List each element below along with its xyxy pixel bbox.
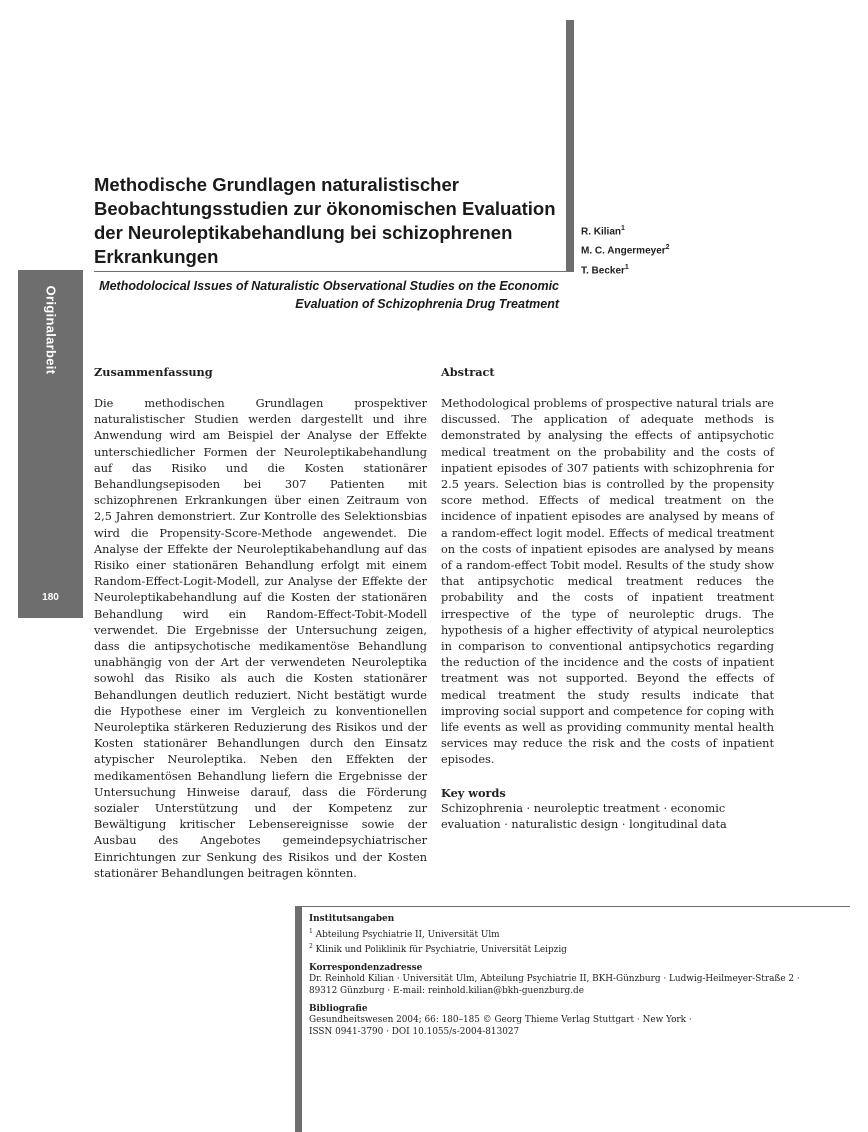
bibliografie-line: ISSN 0941-3790 · DOI 10.1055/s-2004-813027 xyxy=(309,1026,520,1037)
institut-block xyxy=(309,914,829,957)
title-underline xyxy=(94,271,574,272)
abstract-heading: Abstract xyxy=(441,365,495,379)
korrespondenz-block xyxy=(309,963,829,998)
keywords-text: Schizophrenia · neuroleptic treatment · economic evaluation · naturalistic design · longitudinal data xyxy=(441,801,727,832)
institut-line: $^2$ Klinik und Poliklinik für Psychiatrie, Universität Leipzig xyxy=(309,943,567,956)
korrespondenz-line: Dr. Reinhold Kilian · Universität Ulm, Abteilung Psychiatrie II, BKH-Günzburg · Ludwig-Heilmeyer-Straße 2 · xyxy=(309,974,800,985)
zusammenfassung-text: Die methodischen Grundlagen prospektiver naturalistischer Studien werden dargestellt und ihre Anwendung wird am Beispiel der Analyse der Effekte unterschiedlicher Formen der Neuroleptikabehandlung auf das Risiko und die Kosten stationärer Behandlungsepisoden bei 307 Patienten mit schizophrenen Erkrankungen über einen Zeitraum von 2,5 Jahren demonstriert. Zur Kontrolle des Selektionsbias wird die Propensity-Score-Methode angewendet. Die Analyse der Effekte der Neuroleptikabehandlung auf das Risiko einer stationären Behandlung erfolgt mit einem Random-Effect-Logit-Modell, zur Analyse der Effekte der Neuroleptikabehandlung auf die Kosten der stationären Behandlung wird ein Random-Effect-Tobit-Modell verwendet. Die Ergebnisse der Untersuchung zeigen, dass die antipsychotische medikamentöse Behandlung unabhängig von der Art der verwendeten Neuroleptika sowohl das Risiko als auch die Kosten stationärer Behandlungen deutlich reduziert. Nicht bestätigt wurde die Hypothese einer im Vergleich zu konventionellen Neuroleptika stärkeren Reduzierung des Risikos und der Kosten stationärer Behandlungen durch den Einsatz atypischer Neuroleptika. Neben den Effekten der medikamentösen Behandlung liefern die Ergebnisse der Untersuchung Hinweise darauf, dass die Förderung sozialer Unterstützung und der Kompetenz zur Bewältigung kritischer Lebensereignisse sowie der Ausbau des Angebotes gemeindepsychiatrischer Einrichtungen zur Senkung des Risikos und der Kosten stationärer Behandlungen beitragen könnten. xyxy=(94,397,427,880)
author-list xyxy=(581,221,670,279)
english-title: Methodolocical Issues of Naturalistic Observational Studies on the Economic Evaluation of Schizophrenia Drug Treatment xyxy=(99,279,559,311)
institut-heading: Institutsangaben xyxy=(309,914,395,924)
author: M. C. Angermeyer$^2$ xyxy=(581,244,670,257)
bibliografie-line: Gesundheitswesen 2004; 66: 180–185 © Georg Thieme Verlag Stuttgart · New York · xyxy=(309,1015,692,1026)
article-title: Methodische Grundlagen naturalistischer Beobachtungsstudien zur ökonomischen Evaluation der Neuroleptikabehandlung bei schizophrenen Erkrankungen xyxy=(94,174,556,267)
zusammenfassung-section xyxy=(94,364,427,882)
author: R. Kilian$^1$ xyxy=(581,225,625,238)
bibliografie-block xyxy=(309,1004,829,1039)
institut-line: $^1$ Abteilung Psychiatrie II, Universität Ulm xyxy=(309,927,500,940)
korrespondenz-line: 89312 Günzburg · E-mail: reinhold.kilian@bkh-guenzburg.de xyxy=(309,985,584,996)
title-side-bar xyxy=(566,20,574,271)
abstract-section xyxy=(441,364,774,833)
page-number: 180 xyxy=(42,592,59,603)
bibliografie-heading: Bibliografie xyxy=(309,1003,368,1014)
zusammenfassung-heading: Zusammenfassung xyxy=(94,365,213,379)
korrespondenz-heading: Korrespondenzadresse xyxy=(309,962,423,973)
info-box xyxy=(309,914,829,1044)
abstract-text: Methodological problems of prospective natural trials are discussed. The application of adequate methods is demonstrated by analysing the effects of antipsychotic medical treatment on the probability and the costs of inpatient episodes of 307 patients with schizophrenia for 2.5 years. Selection bias is controlled by the propensity score method. Effects of medical treatment on the incidence of inpatient episodes are analysed by means of a random-effect logit model. Effects of medical treatment on the costs of inpatient episodes are analysed by means of a random-effect Tobit model. Results of the study show that antipsychotic medical treatment reduces the probability and the costs of inpatient treatment irrespective of the type of neuroleptic drugs. The hypothesis of a higher effectivity of atypical neuroleptics in comparison to conventional antipsychotics regarding the reduction of the incidence and the costs of inpatient treatment was not supported. Beyond the effects of medical treatment the study results indicate that improving social support and competence for coping with life events as well as providing community mental health services may reduce the risk and the costs of inpatient episodes. xyxy=(441,397,774,767)
info-box-line xyxy=(302,906,850,907)
info-box-bar xyxy=(295,906,302,1132)
author: T. Becker$^1$ xyxy=(581,263,629,276)
keywords-heading: Key words xyxy=(441,785,506,800)
